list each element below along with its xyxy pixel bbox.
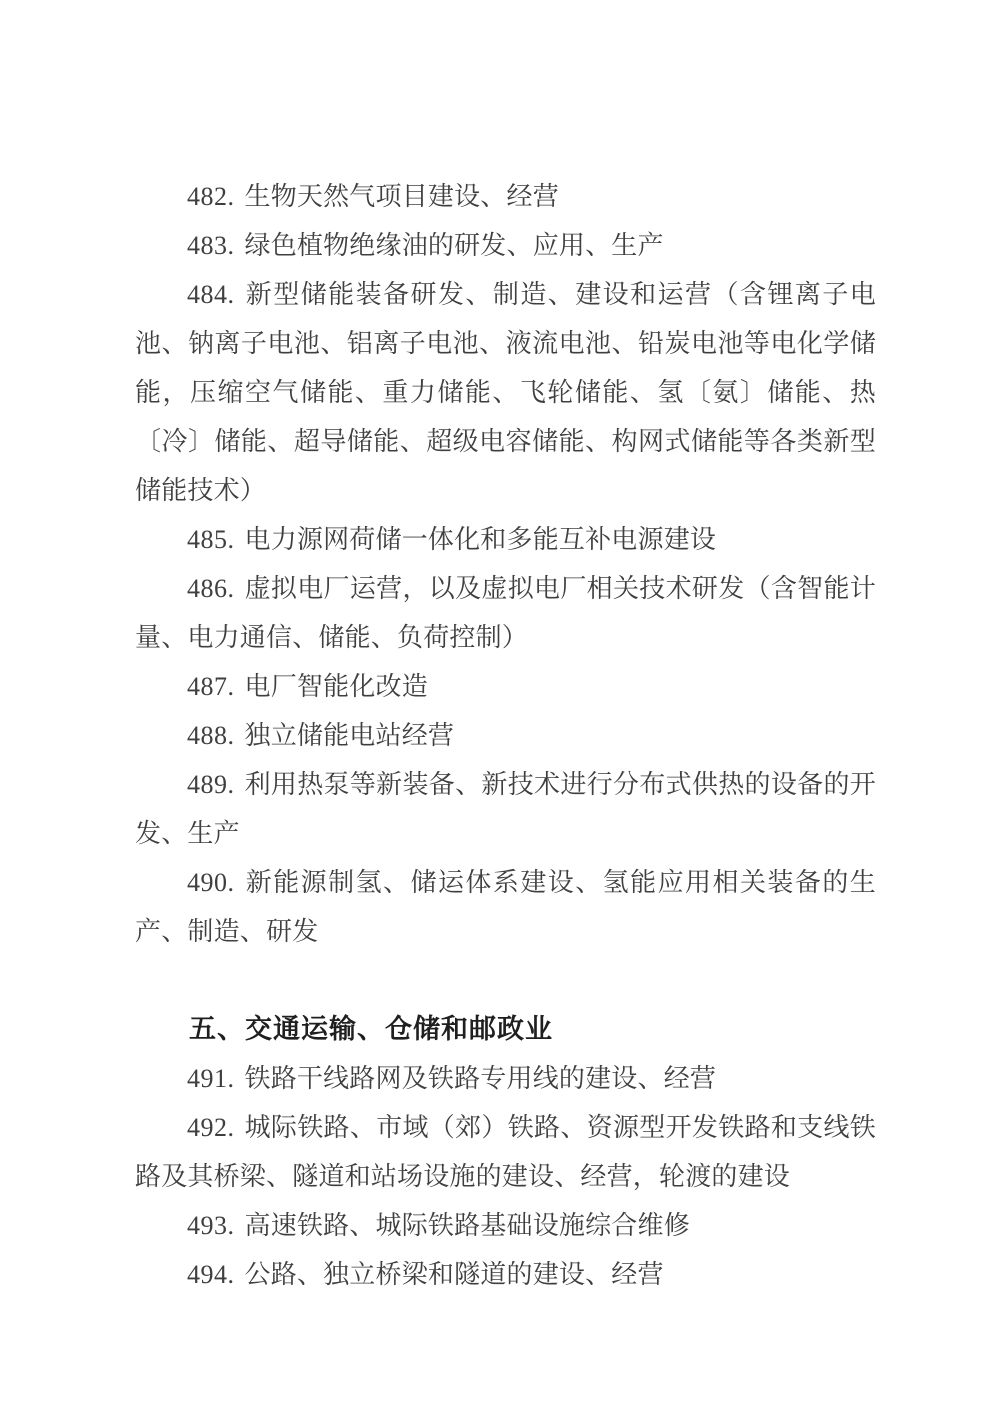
- item-number: 491.: [187, 1064, 235, 1093]
- item-number: 489.: [187, 770, 235, 799]
- catalog-item-483: [135, 221, 876, 270]
- item-text: 绿色植物绝缘油的研发、应用、生产: [244, 231, 664, 260]
- catalog-item-488: [135, 711, 876, 760]
- item-number: 493.: [187, 1211, 235, 1240]
- item-number: 490.: [187, 868, 235, 897]
- catalog-item-493: [135, 1201, 876, 1250]
- item-text: 独立储能电站经营: [244, 721, 455, 750]
- catalog-item-492: [135, 1103, 876, 1201]
- catalog-item-482: [135, 172, 876, 221]
- item-number: 483.: [187, 231, 235, 260]
- item-number: 492.: [187, 1113, 235, 1142]
- catalog-item-484: [135, 270, 876, 515]
- item-text: 电厂智能化改造: [244, 672, 428, 701]
- item-text: 新型储能装备研发、制造、建设和运营（含锂离子电池、钠离子电池、铝离子电池、液流电池、铅炭电池等电化学储能，压缩空气储能、重力储能、飞轮储能、氢〔氨〕储能、热〔冷〕储能、超导储能、超级电容储能、构网式储能等各类新型储能技术）: [135, 280, 876, 505]
- item-number: 485.: [187, 525, 235, 554]
- item-text: 城际铁路、市域（郊）铁路、资源型开发铁路和支线铁路及其桥梁、隧道和站场设施的建设、经营，轮渡的建设: [135, 1113, 876, 1191]
- item-text: 利用热泵等新装备、新技术进行分布式供热的设备的开发、生产: [135, 770, 876, 848]
- catalog-item-485: [135, 515, 876, 564]
- item-text: 生物天然气项目建设、经营: [244, 182, 559, 211]
- catalog-item-491: [135, 1054, 876, 1103]
- catalog-item-494: [135, 1250, 876, 1299]
- item-number: 487.: [187, 672, 235, 701]
- item-text: 高速铁路、城际铁路基础设施综合维修: [244, 1211, 690, 1240]
- catalog-item-490: [135, 858, 876, 956]
- item-text: 虚拟电厂运营，以及虚拟电厂相关技术研发（含智能计量、电力通信、储能、负荷控制）: [135, 574, 876, 652]
- item-text: 电力源网荷储一体化和多能互补电源建设: [244, 525, 717, 554]
- catalog-item-486: [135, 564, 876, 662]
- catalog-item-489: [135, 760, 876, 858]
- item-number: 494.: [187, 1260, 235, 1289]
- catalog-item-487: [135, 662, 876, 711]
- item-number: 486.: [187, 574, 235, 603]
- item-number: 488.: [187, 721, 235, 750]
- item-number: 482.: [187, 182, 235, 211]
- item-text: 新能源制氢、储运体系建设、氢能应用相关装备的生产、制造、研发: [135, 868, 876, 946]
- item-text: 铁路干线路网及铁路专用线的建设、经营: [244, 1064, 717, 1093]
- item-number: 484.: [187, 280, 235, 309]
- item-text: 公路、独立桥梁和隧道的建设、经营: [244, 1260, 664, 1289]
- section-heading-transport: 五、交通运输、仓储和邮政业: [189, 1014, 553, 1044]
